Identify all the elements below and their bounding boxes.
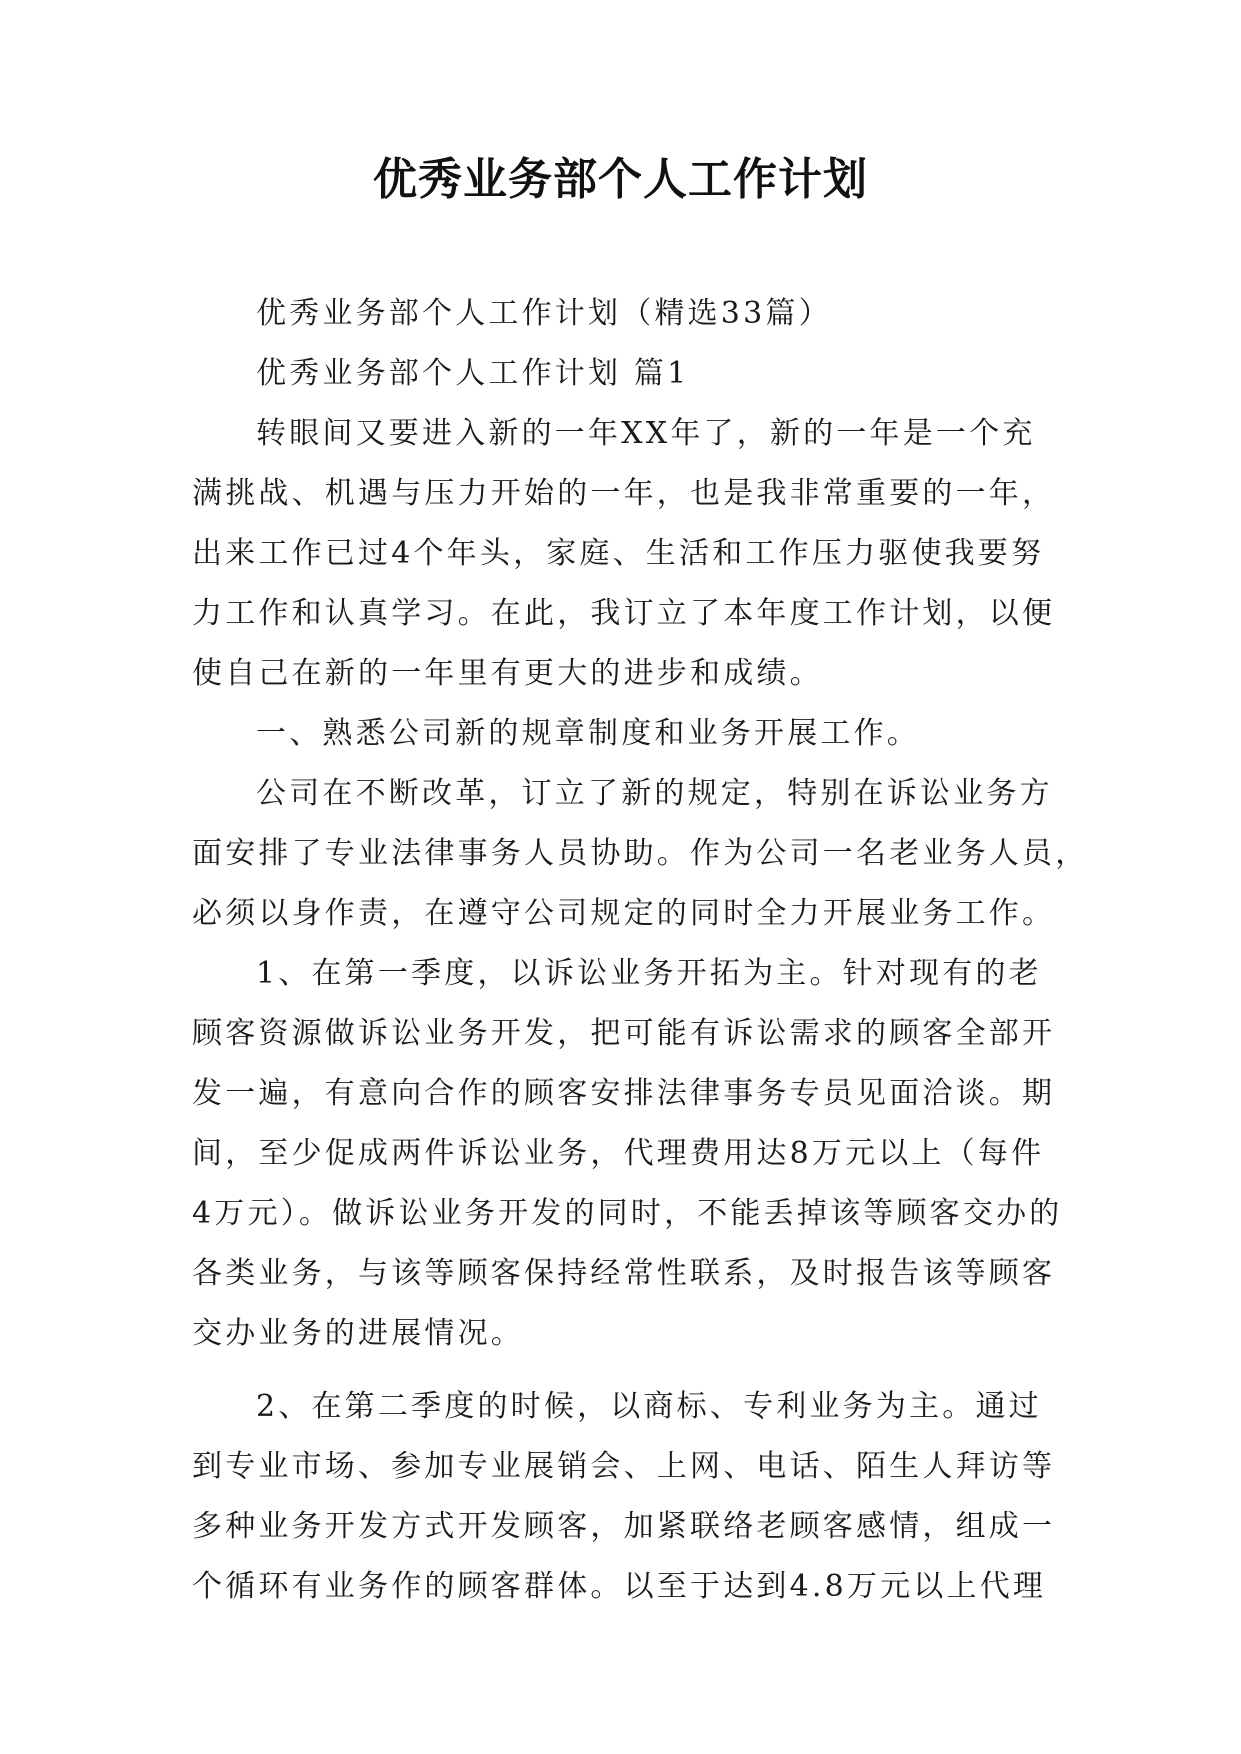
paragraph-gap: [192, 1364, 1062, 1377]
paragraph-line: 满挑战、机遇与压力开始的一年，也是我非常重要的一年，: [192, 476, 1056, 511]
paragraph-line: 转眼间又要进入新的一年XX年了，新的一年是一个充: [256, 416, 1036, 451]
paragraph-line: 1、在第一季度，以诉讼业务开拓为主。针对现有的老: [256, 956, 1042, 991]
paragraph-line: 面安排了专业法律事务人员协助。作为公司一名老业务人员，: [192, 836, 1089, 871]
paragraph-line: 多种业务开发方式开发顾客，加紧联络老顾客感情，组成一: [192, 1509, 1056, 1544]
paragraph-line: 间，至少促成两件诉讼业务，代理费用达8万元以上（每件: [192, 1136, 1045, 1171]
paragraph-line: 个循环有业务作的顾客群体。以至于达到4.8万元以上代理: [192, 1569, 1047, 1604]
paragraph-line: 力工作和认真学习。在此，我订立了本年度工作计划，以便: [192, 596, 1056, 631]
section-heading: 优秀业务部个人工作计划 篇1: [256, 356, 690, 391]
paragraph-line: 出来工作已过4个年头，家庭、生活和工作压力驱使我要努: [192, 536, 1045, 571]
document-title: 优秀业务部个人工作计划: [373, 154, 868, 205]
paragraph-line: 公司在不断改革，订立了新的规定，特别在诉讼业务方: [256, 776, 1053, 811]
document-body: [192, 284, 1089, 1617]
subtitle-line: 优秀业务部个人工作计划（精选33篇）: [256, 296, 832, 331]
paragraph-line: 4万元）。做诉讼业务开发的同时，不能丢掉该等顾客交办的: [192, 1196, 1063, 1231]
paragraph-line: 交办业务的进展情况。: [192, 1316, 524, 1351]
paragraph-line: 顾客资源做诉讼业务开发，把可能有诉讼需求的顾客全部开: [192, 1016, 1056, 1051]
paragraph-line: 必须以身作责，在遵守公司规定的同时全力开展业务工作。: [192, 896, 1056, 931]
paragraph-line: 2、在第二季度的时候，以商标、专利业务为主。通过: [256, 1389, 1042, 1424]
paragraph-line: 各类业务，与该等顾客保持经常性联系，及时报告该等顾客: [192, 1256, 1056, 1291]
paragraph-line: 发一遍，有意向合作的顾客安排法律事务专员见面洽谈。期: [192, 1076, 1056, 1111]
paragraph-heading: 一、熟悉公司新的规章制度和业务开展工作。: [256, 716, 920, 751]
paragraph-line: 到专业市场、参加专业展销会、上网、电话、陌生人拜访等: [192, 1449, 1056, 1484]
paragraph-line: 使自己在新的一年里有更大的进步和成绩。: [192, 656, 823, 691]
